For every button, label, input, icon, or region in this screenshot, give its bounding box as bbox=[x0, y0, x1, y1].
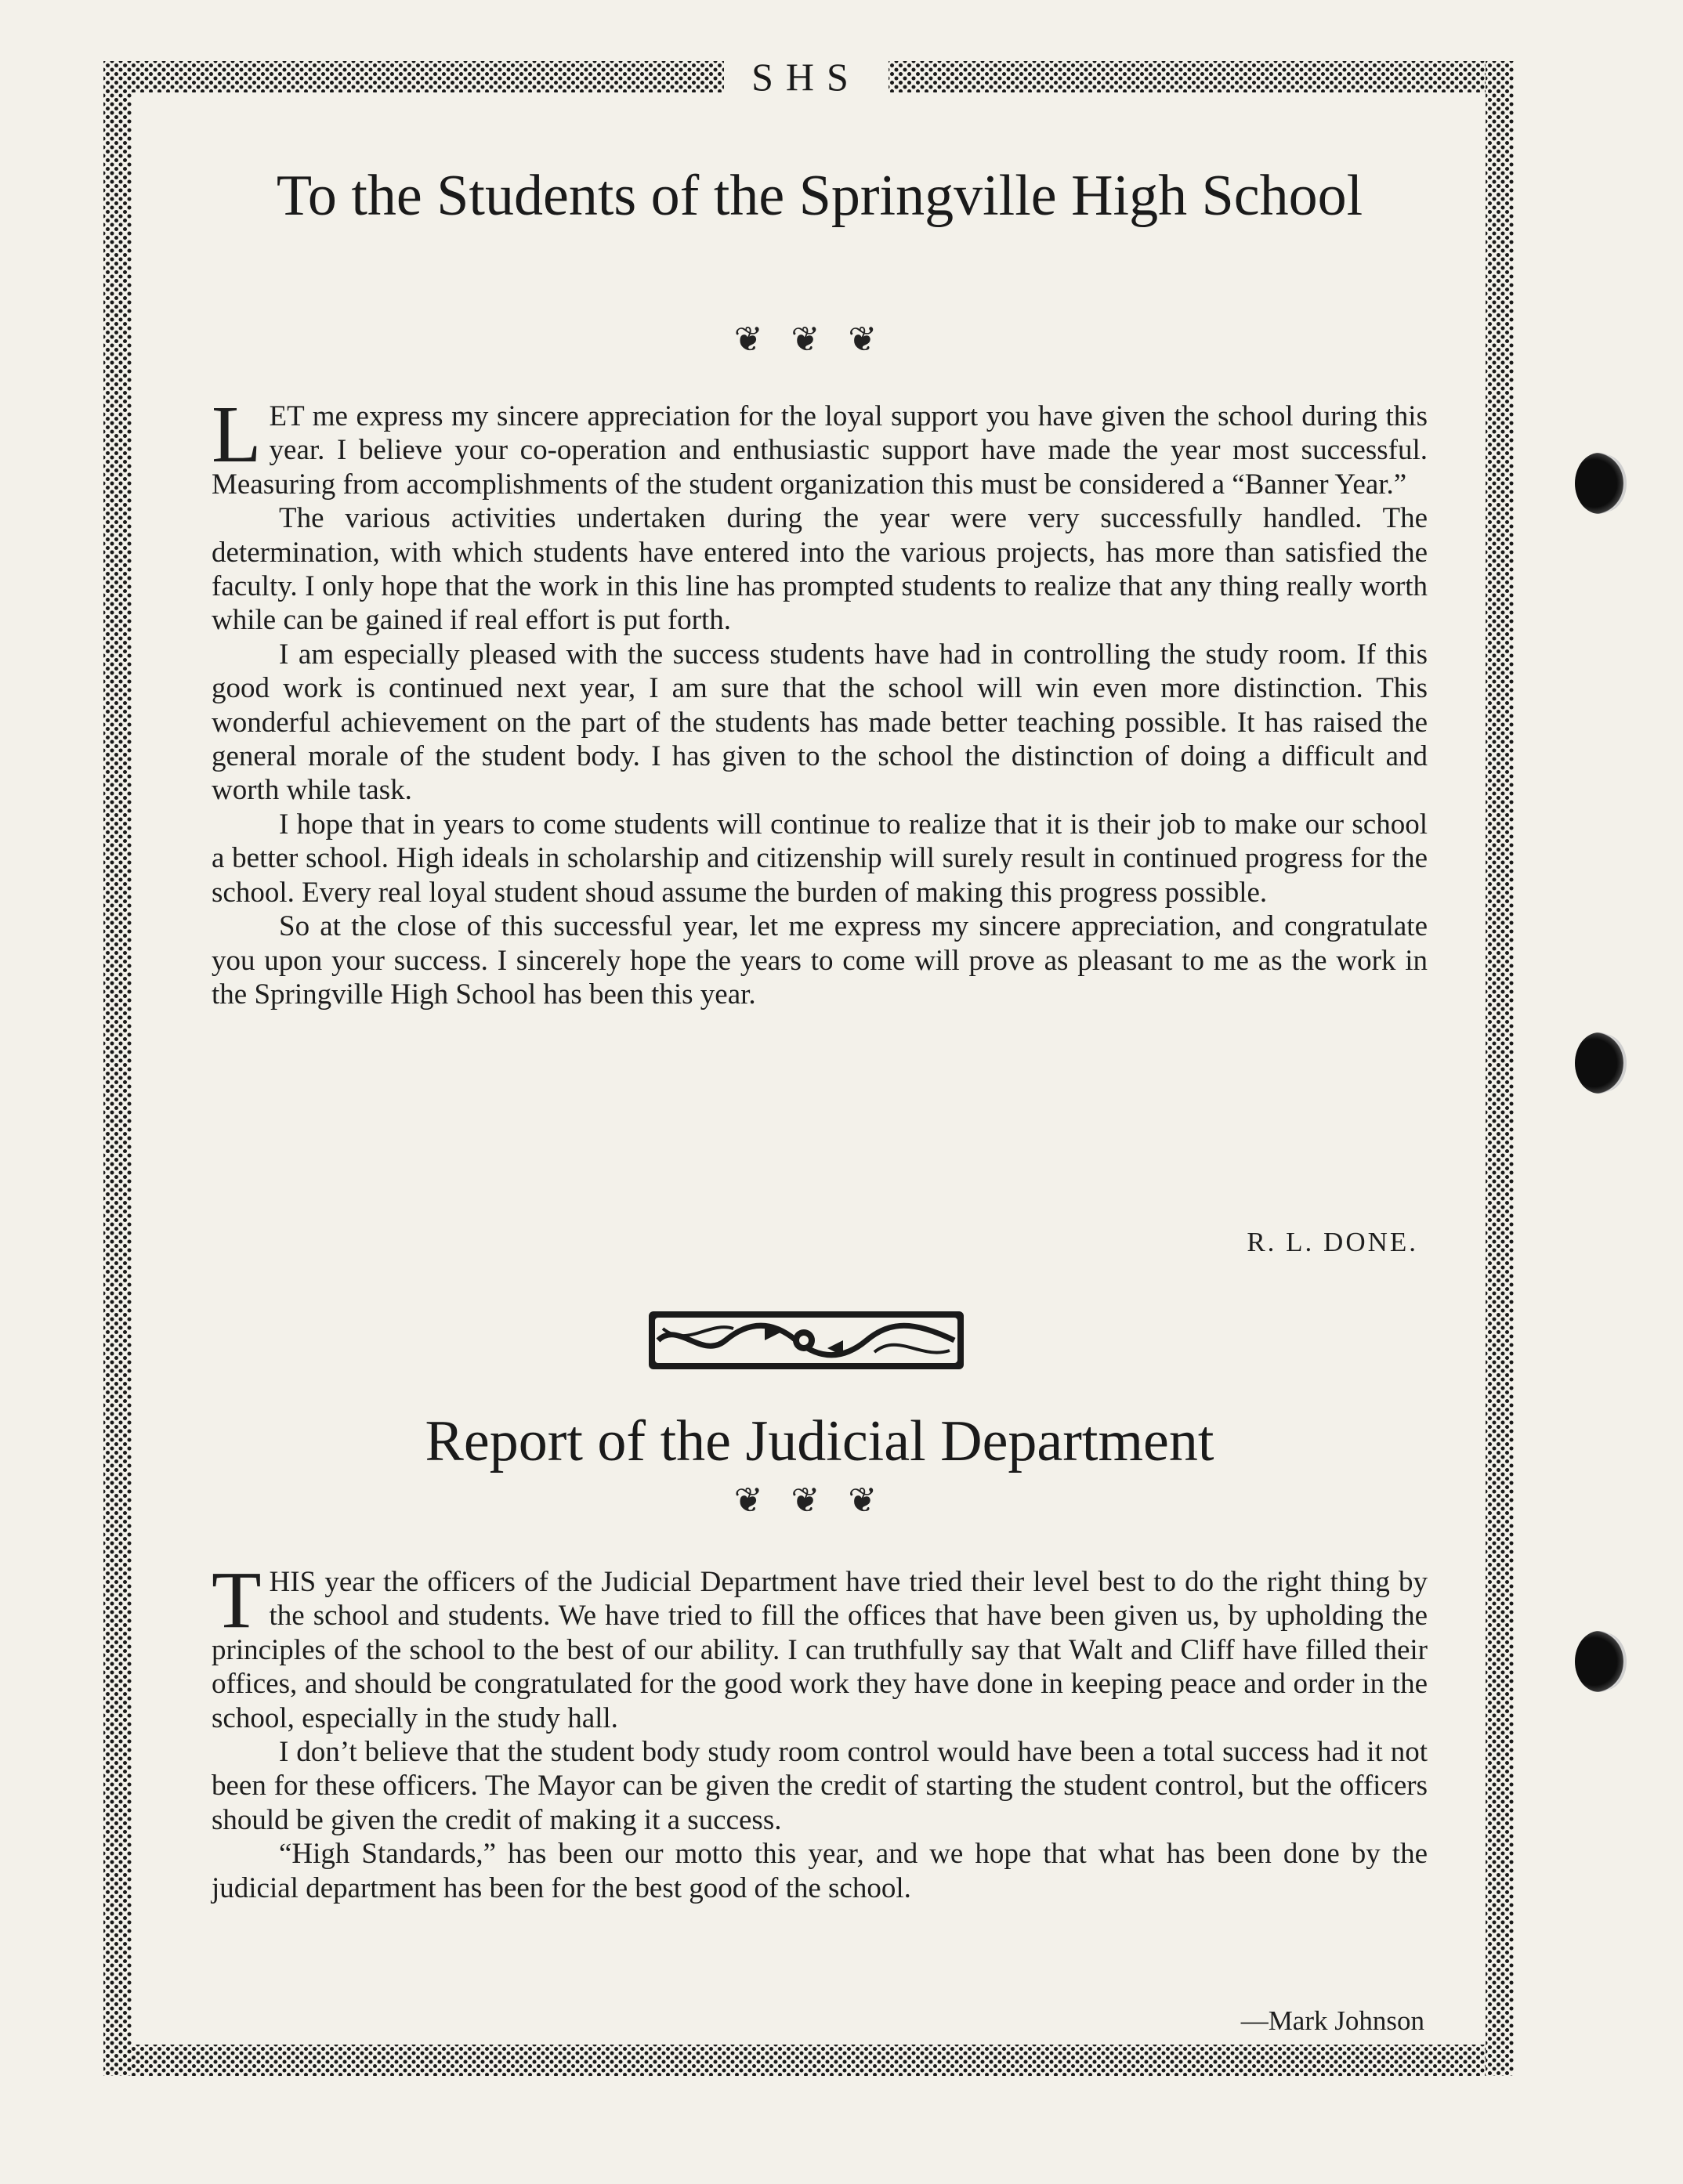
paragraph bbox=[212, 389, 1428, 501]
binder-hole bbox=[1575, 1631, 1623, 1692]
drop-cap: L bbox=[212, 389, 262, 479]
border-bottom bbox=[103, 2045, 1514, 2076]
page-header-mark: SHS bbox=[724, 55, 889, 99]
letter-body bbox=[212, 389, 1428, 1011]
paragraph: I don’t believe that the student body study room control would have been a total success had it not been for these officers. The Mayor can be given the credit of starting the student control, but the officers should be given the credit of making it a success. bbox=[212, 1736, 1428, 1836]
paragraph-text: ET me express my sincere appreciation for the loyal support you have given the school during this year. I believe your co-operation and enthusiastic support have made the year most successful. Measuring from accomplishments of the student organization this must be considered a “Banner Year.” bbox=[212, 400, 1428, 501]
binder-hole bbox=[1575, 1032, 1623, 1094]
paragraph: I am especially pleased with the success students have had in controlling the study room. If this good work is continued next year, I am sure that the school will win even more distinction. This wonderful achievement on the part of the students has made better teaching possible. It has raised the general morale of the student body. I has given to the school the distinction of doing a difficult and worth while task. bbox=[212, 638, 1428, 807]
report-body bbox=[212, 1555, 1428, 1905]
signature-done: R. L. DONE. bbox=[1247, 1227, 1418, 1257]
fleuron-divider: ❦❦❦ bbox=[733, 320, 906, 360]
paragraph bbox=[212, 1555, 1428, 1735]
fleuron-divider: ❦❦❦ bbox=[733, 1481, 906, 1520]
paragraph-text: HIS year the officers of the Judicial Department have tried their level best to do the right thing by the school and students. We have tried to fill the offices that have been given us, by upholding the principles of the school to the best of our ability. I can truthfully say that Walt and Cliff have filled their offices, and should be congratulated for the good work they have done in keeping peace and order in the school, especially in the study hall. bbox=[212, 1566, 1428, 1734]
paragraph: The various activities undertaken during the year were very successfully handled. The determination, with which students have entered into the various projects, has more than satisfied the faculty. I only hope that the work in this line has prompted students to realize that any thing really worth while can be gained if real effort is put forth. bbox=[212, 502, 1428, 637]
signature-johnson: —Mark Johnson bbox=[1240, 2005, 1424, 2036]
paragraph: “High Standards,” has been our motto this year, and we hope that what has been done by the judicial department has been for the best good of the school. bbox=[212, 1838, 1428, 1904]
section-title-students: To the Students of the Springville High School bbox=[276, 164, 1363, 228]
ornament-scroll-icon bbox=[647, 1305, 965, 1376]
paragraph: I hope that in years to come students will continue to realize that it is their job to make our school a better school. High ideals in scholarship and citizenship will surely result in continued progress for the school. Every real loyal student shoud assume the burden of making this progress possible. bbox=[212, 808, 1428, 909]
drop-cap: T bbox=[212, 1555, 262, 1645]
border-right bbox=[1486, 61, 1514, 2076]
border-left bbox=[103, 61, 132, 2076]
binder-hole bbox=[1575, 453, 1623, 514]
section-title-judicial: Report of the Judicial Department bbox=[425, 1409, 1214, 1473]
paragraph: So at the close of this successful year, let me express my sincere appreciation, and congratulate you upon your success. I sincerely hope the years to come will prove as pleasant to me as the work in the Springville High School has been this year. bbox=[212, 910, 1428, 1011]
